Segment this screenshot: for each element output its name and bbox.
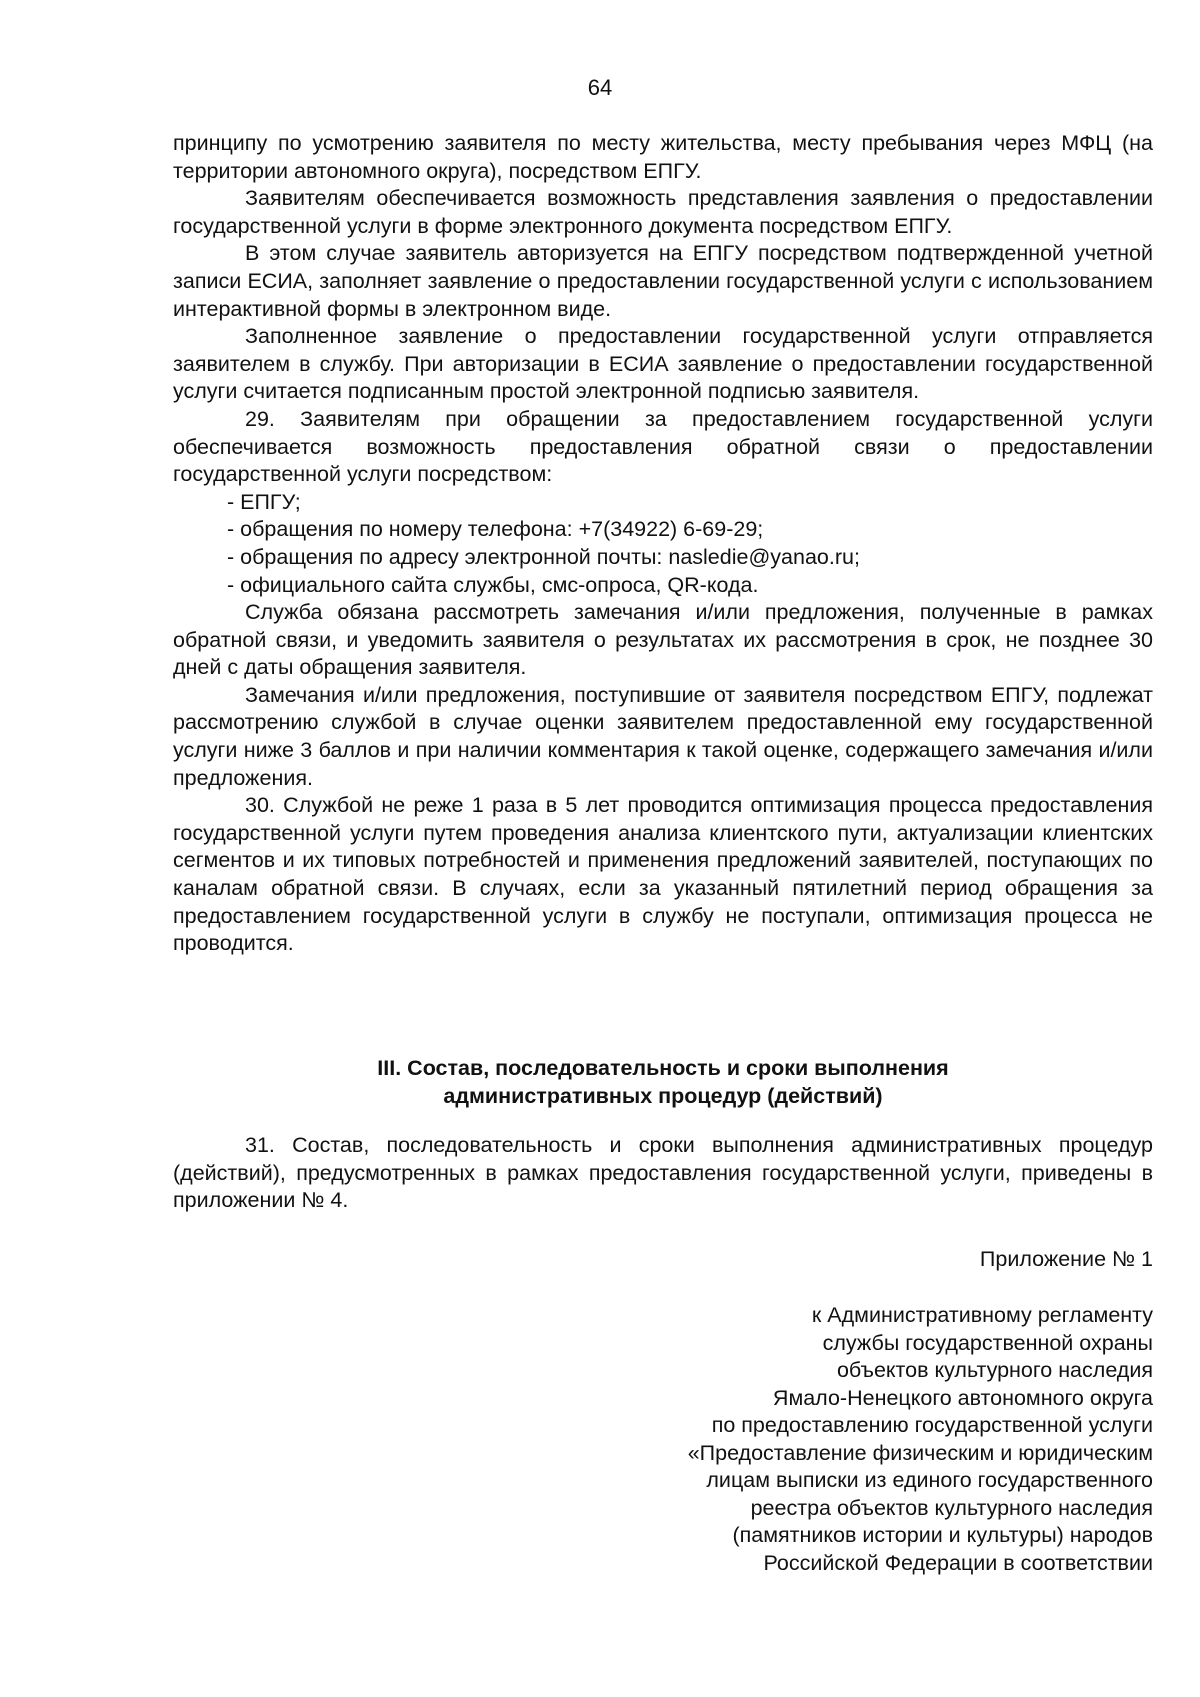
body-text <box>173 130 1153 958</box>
appendix-line: объектов культурного наследия <box>836 1358 1153 1382</box>
paragraph-30-optimization: 30. Службой не реже 1 раза в 5 лет проводится оптимизация процесса предоставления государственной услуги путем проведения анализа клиентского пути, актуализации клиентских сегментов и их типовых потребностей и применения предложений заявителей, поступающих по каналам обратной связи. В случаях, если за указанный пятилетний период обращения за предоставлением государственной услуги в службу не поступали, оптимизация процесса не проводится. <box>173 793 1153 956</box>
appendix-title: Приложение № 1 <box>979 1247 1153 1271</box>
appendix-line: лицам выписки из единого государственного <box>706 1468 1153 1492</box>
appendix-line: Ямало-Ненецкого автономного округа <box>772 1385 1153 1410</box>
section-31 <box>173 1132 1153 1215</box>
appendix-reference-block <box>500 1302 1153 1577</box>
page-number: 64 <box>587 75 613 100</box>
paragraph-continuation: принципу по усмотрению заявителя по месту жительства, месту пребывания через МФЦ (на территории автономного округа), посредством ЕПГУ. <box>173 131 1153 183</box>
appendix-line: Российской Федерации в соответствии <box>763 1550 1153 1575</box>
section-heading-line-1: III. Состав, последовательность и сроки выполнения <box>377 1056 949 1080</box>
appendix-line: «Предоставление физическим и юридическим <box>687 1440 1153 1465</box>
list-item-phone: - обращения по номеру телефона: +7(34922) 6-69-29; <box>227 517 764 542</box>
appendix-line: (памятников истории и культуры) народов <box>732 1523 1153 1547</box>
paragraph-remarks: Замечания и/или предложения, поступившие от заявителя посредством ЕПГУ, подлежат рассмотрению службой в случае оценки заявителем предоставленной ему государственной услуги ниже 3 баллов и при наличии комментария к такой оценке, содержащего замечания и/или предложения. <box>173 682 1153 790</box>
section-heading <box>173 1054 1153 1110</box>
appendix-line: службы государственной охраны <box>822 1330 1153 1355</box>
list-item-epgu: - ЕПГУ; <box>227 489 301 514</box>
paragraph-electronic-application: Заявителям обеспечивается возможность представления заявления о предоставлении государственной услуги в форме электронного документа посредством ЕПГУ. <box>173 186 1153 238</box>
appendix-line: реестра объектов культурного наследия <box>750 1495 1153 1520</box>
paragraph-29-feedback: 29. Заявителям при обращении за предоставлением государственной услуги обеспечивается возможность предоставления обратной связи о предоставлении государственной услуги посредством: <box>173 406 1153 487</box>
paragraph-esia-authorization: В этом случае заявитель авторизуется на ЕПГУ посредством подтвержденной учетной записи ЕСИА, заполняет заявление о предоставлении государственной услуги с использованием интерактивной формы в электронном виде. <box>173 241 1153 321</box>
appendix-line: к Административному регламенту <box>811 1303 1153 1327</box>
list-item-email: - обращения по адресу электронной почты: nasledie@yanao.ru; <box>227 544 860 569</box>
paragraph-filled-application: Заполненное заявление о предоставлении государственной услуги отправляется заявителем в службу. При авторизации в ЕСИА заявление о предоставлении государственной услуги считается подписанным простой электронной подписью заявителя. <box>173 324 1153 404</box>
section-heading-line-2: административных процедур (действий) <box>443 1084 883 1108</box>
appendix-line: по предоставлению государственной услуги <box>711 1413 1153 1437</box>
paragraph-service-review: Служба обязана рассмотреть замечания и/или предложения, полученные в рамках обратной связи, и уведомить заявителя о результатах их рассмотрения в срок, не позднее 30 дней с даты обращения заявителя. <box>173 600 1153 680</box>
list-item-website: - официального сайта службы, смс-опроса, QR-кода. <box>227 572 759 597</box>
paragraph-31: 31. Состав, последовательность и сроки выполнения административных процедур (действий), предусмотренных в рамках предоставления государственной услуги, приведены в приложении № 4. <box>173 1133 1153 1213</box>
